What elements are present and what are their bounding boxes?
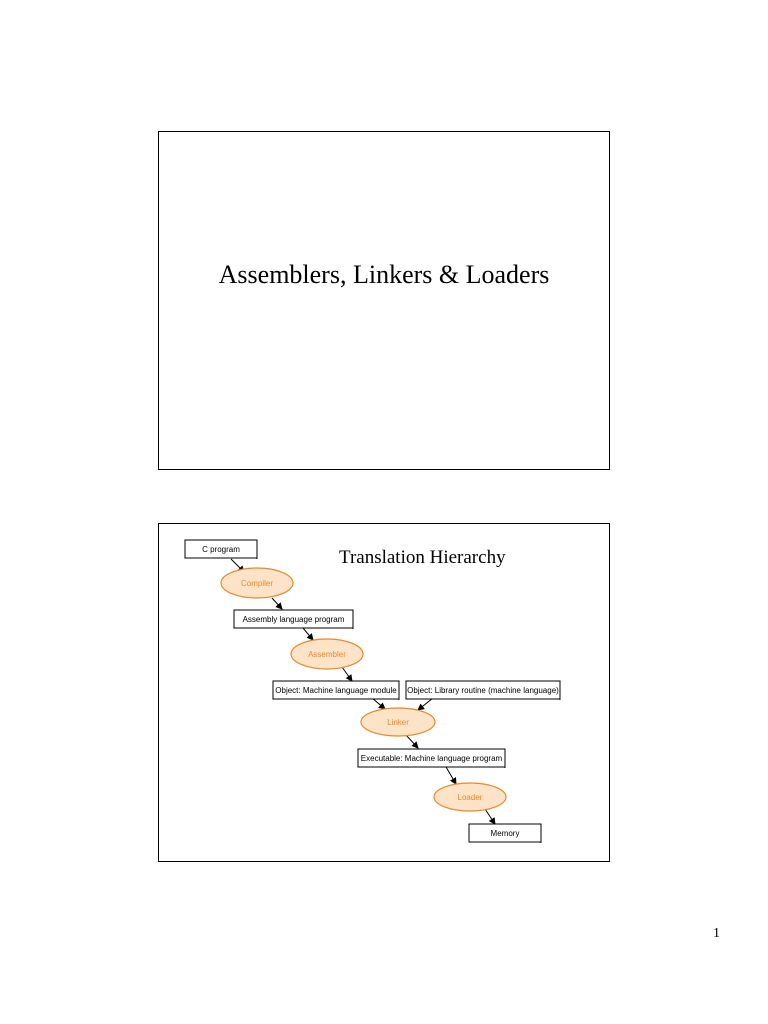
process-compiler-label: Compiler bbox=[240, 579, 274, 588]
process-loader-label: Loader bbox=[457, 793, 483, 802]
process-linker-label: Linker bbox=[387, 718, 409, 727]
box-c-program bbox=[185, 540, 257, 559]
arrow-compiler-assembly bbox=[272, 598, 282, 609]
arrow-object-linker bbox=[372, 698, 385, 709]
box-executable-label: Executable: Machine language program bbox=[360, 754, 503, 763]
process-loader bbox=[434, 783, 506, 811]
page-number: 1 bbox=[713, 926, 720, 941]
box-executable bbox=[358, 749, 505, 768]
arrow-linker-executable bbox=[406, 735, 418, 748]
arrow-assembly-assembler bbox=[303, 628, 313, 640]
box-memory-label: Memory bbox=[490, 829, 520, 838]
process-assembler bbox=[291, 639, 363, 669]
translation-hierarchy-diagram bbox=[159, 524, 609, 861]
box-c-program-label: C program bbox=[202, 545, 240, 554]
slide-title bbox=[158, 131, 610, 470]
arrow-assembler-object bbox=[342, 667, 352, 681]
slide-translation-hierarchy-heading: Translation Hierarchy bbox=[339, 547, 506, 568]
arrow-library-linker bbox=[418, 698, 433, 710]
process-linker bbox=[361, 708, 435, 736]
box-object-library-label: Object: Library routine (machine language) bbox=[407, 686, 559, 695]
process-compiler bbox=[221, 568, 293, 598]
slide-translation-hierarchy bbox=[158, 523, 610, 862]
box-assembly-program-label: Assembly language program bbox=[242, 615, 345, 624]
box-memory bbox=[469, 824, 541, 843]
slide-title-heading: Assemblers, Linkers & Loaders bbox=[218, 260, 550, 289]
arrow-loader-memory bbox=[485, 809, 495, 824]
process-assembler-label: Assembler bbox=[308, 650, 346, 659]
box-object-module-label: Object: Machine language module bbox=[275, 686, 397, 695]
box-object-library bbox=[406, 681, 560, 700]
arrow-executable-loader bbox=[446, 767, 456, 784]
box-assembly-program bbox=[234, 610, 353, 629]
box-object-module bbox=[273, 681, 399, 700]
